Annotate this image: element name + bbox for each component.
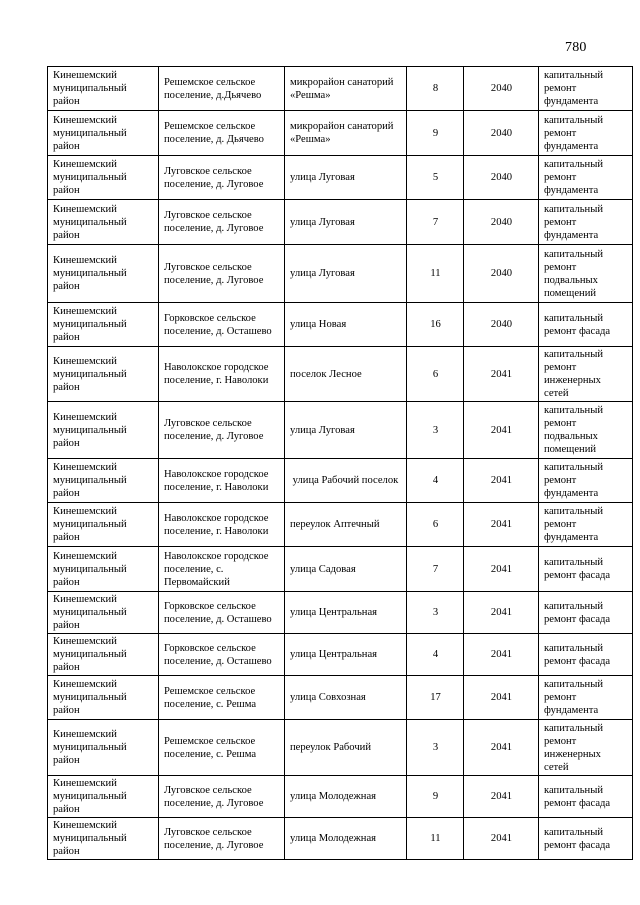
house-number-cell: 6	[407, 347, 464, 402]
house-number-cell: 17	[407, 676, 464, 720]
street-cell: улица Новая	[285, 303, 407, 347]
street-cell: переулок Рабочий	[285, 720, 407, 776]
street-cell: переулок Аптечный	[285, 503, 407, 547]
street-cell: улица Садовая	[285, 547, 407, 592]
repair-schedule-table	[47, 66, 633, 860]
year-cell: 2041	[464, 776, 539, 818]
year-cell: 2040	[464, 156, 539, 200]
district-cell: Кинешемский муниципальный район	[48, 503, 159, 547]
house-number-cell: 11	[407, 245, 464, 303]
house-number-cell: 7	[407, 547, 464, 592]
table-row	[48, 156, 633, 200]
district-cell: Кинешемский муниципальный район	[48, 776, 159, 818]
work-type-cell: капитальный ремонт фундамента	[539, 676, 633, 720]
work-type-cell: капитальный ремонт фундамента	[539, 503, 633, 547]
table-row	[48, 776, 633, 818]
year-cell: 2041	[464, 547, 539, 592]
table-row	[48, 111, 633, 156]
table-row	[48, 818, 633, 860]
table-row	[48, 347, 633, 402]
district-cell: Кинешемский муниципальный район	[48, 67, 159, 111]
year-cell: 2041	[464, 720, 539, 776]
settlement-cell: Решемское сельское поселение, д.Дьячево	[159, 67, 285, 111]
settlement-cell: Луговское сельское поселение, д. Луговое	[159, 402, 285, 459]
settlement-cell: Горковское сельское поселение, д. Осташево	[159, 634, 285, 676]
house-number-cell: 3	[407, 720, 464, 776]
district-cell: Кинешемский муниципальный район	[48, 156, 159, 200]
work-type-cell: капитальный ремонт фасада	[539, 547, 633, 592]
district-cell: Кинешемский муниципальный район	[48, 200, 159, 245]
work-type-cell: капитальный ремонт подвальных помещений	[539, 402, 633, 459]
settlement-cell: Наволокское городское поселение, с. Первомайский	[159, 547, 285, 592]
settlement-cell: Луговское сельское поселение, д. Луговое	[159, 156, 285, 200]
work-type-cell: капитальный ремонт фундамента	[539, 200, 633, 245]
district-cell: Кинешемский муниципальный район	[48, 111, 159, 156]
table-row	[48, 592, 633, 634]
house-number-cell: 11	[407, 818, 464, 860]
settlement-cell: Решемское сельское поселение, д. Дьячево	[159, 111, 285, 156]
district-cell: Кинешемский муниципальный район	[48, 245, 159, 303]
year-cell: 2041	[464, 634, 539, 676]
settlement-cell: Луговское сельское поселение, д. Луговое	[159, 776, 285, 818]
settlement-cell: Наволокское городское поселение, г. Наволоки	[159, 459, 285, 503]
work-type-cell: капитальный ремонт инженерных сетей	[539, 720, 633, 776]
settlement-cell: Наволокское городское поселение, г. Наволоки	[159, 347, 285, 402]
settlement-cell: Решемское сельское поселение, с. Решма	[159, 720, 285, 776]
street-cell: улица Молодежная	[285, 818, 407, 860]
year-cell: 2040	[464, 303, 539, 347]
year-cell: 2041	[464, 459, 539, 503]
street-cell: улица Луговая	[285, 245, 407, 303]
district-cell: Кинешемский муниципальный район	[48, 634, 159, 676]
work-type-cell: капитальный ремонт фасада	[539, 776, 633, 818]
district-cell: Кинешемский муниципальный район	[48, 347, 159, 402]
house-number-cell: 8	[407, 67, 464, 111]
district-cell: Кинешемский муниципальный район	[48, 720, 159, 776]
year-cell: 2040	[464, 245, 539, 303]
house-number-cell: 3	[407, 402, 464, 459]
house-number-cell: 4	[407, 634, 464, 676]
settlement-cell: Наволокское городское поселение, г. Наволоки	[159, 503, 285, 547]
house-number-cell: 9	[407, 776, 464, 818]
year-cell: 2041	[464, 592, 539, 634]
street-cell: улица Луговая	[285, 200, 407, 245]
district-cell: Кинешемский муниципальный район	[48, 303, 159, 347]
year-cell: 2041	[464, 818, 539, 860]
district-cell: Кинешемский муниципальный район	[48, 676, 159, 720]
street-cell: улица Молодежная	[285, 776, 407, 818]
settlement-cell: Горковское сельское поселение, д. Осташево	[159, 592, 285, 634]
year-cell: 2041	[464, 402, 539, 459]
table-row	[48, 634, 633, 676]
table-row	[48, 402, 633, 459]
year-cell: 2041	[464, 347, 539, 402]
settlement-cell: Луговское сельское поселение, д. Луговое	[159, 200, 285, 245]
street-cell: микрорайон санаторий «Решма»	[285, 67, 407, 111]
district-cell: Кинешемский муниципальный район	[48, 592, 159, 634]
table-row	[48, 459, 633, 503]
house-number-cell: 9	[407, 111, 464, 156]
year-cell: 2040	[464, 200, 539, 245]
house-number-cell: 16	[407, 303, 464, 347]
work-type-cell: капитальный ремонт фасада	[539, 818, 633, 860]
street-cell: улица Центральная	[285, 592, 407, 634]
year-cell: 2040	[464, 67, 539, 111]
street-cell: улица Луговая	[285, 156, 407, 200]
street-cell: улица Луговая	[285, 402, 407, 459]
year-cell: 2041	[464, 503, 539, 547]
work-type-cell: капитальный ремонт фасада	[539, 303, 633, 347]
work-type-cell: капитальный ремонт фундамента	[539, 67, 633, 111]
year-cell: 2041	[464, 676, 539, 720]
table-row	[48, 67, 633, 111]
settlement-cell: Луговское сельское поселение, д. Луговое	[159, 245, 285, 303]
table-row	[48, 245, 633, 303]
house-number-cell: 6	[407, 503, 464, 547]
work-type-cell: капитальный ремонт фасада	[539, 592, 633, 634]
work-type-cell: капитальный ремонт фундамента	[539, 459, 633, 503]
work-type-cell: капитальный ремонт фасада	[539, 634, 633, 676]
settlement-cell: Горковское сельское поселение, д. Осташево	[159, 303, 285, 347]
house-number-cell: 5	[407, 156, 464, 200]
table-row	[48, 303, 633, 347]
year-cell: 2040	[464, 111, 539, 156]
street-cell: улица Центральная	[285, 634, 407, 676]
table-row	[48, 200, 633, 245]
work-type-cell: капитальный ремонт фундамента	[539, 156, 633, 200]
settlement-cell: Решемское сельское поселение, с. Решма	[159, 676, 285, 720]
district-cell: Кинешемский муниципальный район	[48, 818, 159, 860]
district-cell: Кинешемский муниципальный район	[48, 547, 159, 592]
table-row	[48, 503, 633, 547]
page-number: 780	[565, 40, 587, 55]
street-cell: поселок Лесное	[285, 347, 407, 402]
table-body	[48, 67, 633, 860]
work-type-cell: капитальный ремонт фундамента	[539, 111, 633, 156]
street-cell: улица Рабочий поселок	[285, 459, 407, 503]
house-number-cell: 4	[407, 459, 464, 503]
district-cell: Кинешемский муниципальный район	[48, 402, 159, 459]
settlement-cell: Луговское сельское поселение, д. Луговое	[159, 818, 285, 860]
table-row	[48, 547, 633, 592]
house-number-cell: 7	[407, 200, 464, 245]
table-row	[48, 720, 633, 776]
work-type-cell: капитальный ремонт подвальных помещений	[539, 245, 633, 303]
table-row	[48, 676, 633, 720]
street-cell: улица Совхозная	[285, 676, 407, 720]
street-cell: микрорайон санаторий «Решма»	[285, 111, 407, 156]
work-type-cell: капитальный ремонт инженерных сетей	[539, 347, 633, 402]
district-cell: Кинешемский муниципальный район	[48, 459, 159, 503]
house-number-cell: 3	[407, 592, 464, 634]
